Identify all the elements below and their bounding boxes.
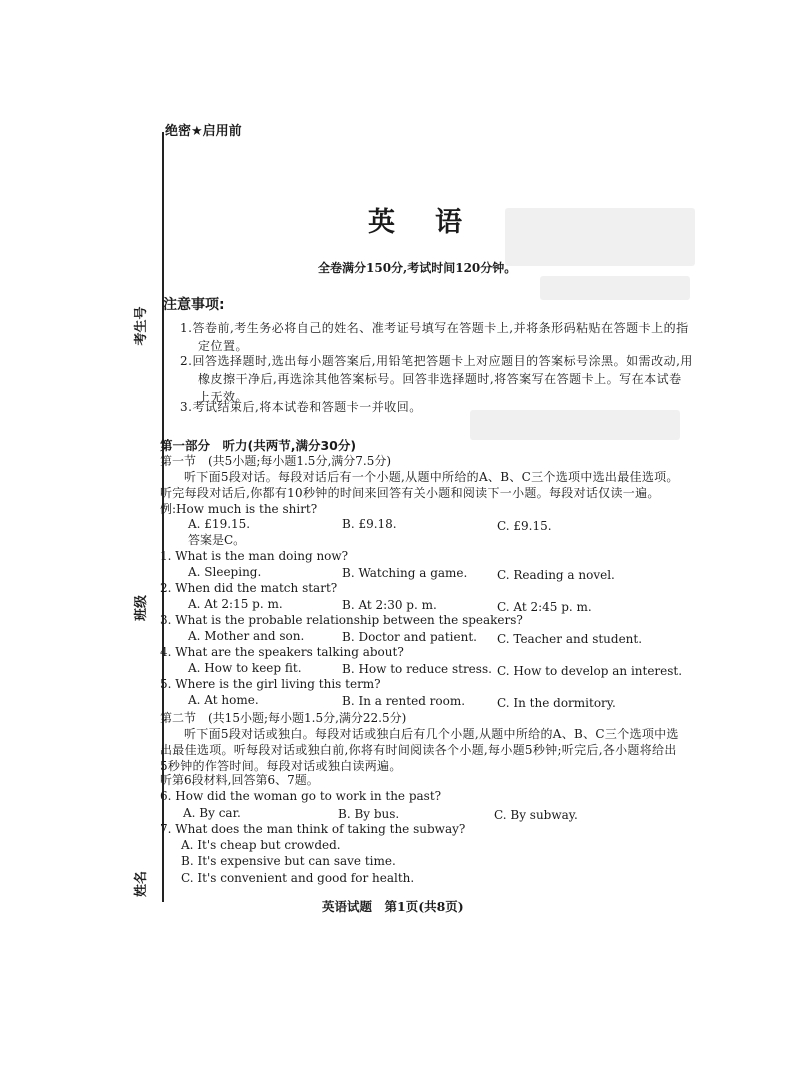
page-footer: 英语试题 第1页(共8页) (322, 899, 464, 914)
scan-smudge (505, 208, 695, 266)
example-option-c: C. £9.15. (497, 519, 552, 533)
q1-option-c: C. Reading a novel. (497, 568, 615, 582)
q3-option-b: B. Doctor and patient. (342, 630, 477, 644)
section1-heading: 第一节 (共5小题;每小题1.5分,满分7.5分) (160, 454, 392, 468)
section1-instructions: 听下面5段对话。每段对话后有一个小题,从题中所给的A、B、C三个选项中选出最佳选项。听完每段对话后,你都有10秒钟的时间来回答有关小题和阅读下一小题。每段对话仅读一遍。 (160, 470, 679, 500)
question-6: 6. How did the woman go to work in the past? (160, 789, 442, 803)
q5-option-b: B. In a rented room. (342, 694, 466, 708)
q7-option-a: A. It's cheap but crowded. (181, 838, 341, 852)
q5-option-c: C. In the dormitory. (497, 696, 616, 710)
question-2: 2. When did the match start? (160, 581, 338, 595)
question-5: 5. Where is the girl living this term? (160, 677, 381, 691)
q2-option-b: B. At 2:30 p. m. (342, 598, 437, 612)
q1-option-b: B. Watching a game. (342, 566, 468, 580)
q4-option-b: B. How to reduce stress. (342, 662, 492, 676)
q1-option-a: A. Sleeping. (188, 565, 262, 579)
question-4: 4. What are the speakers talking about? (160, 645, 404, 659)
example-option-b: B. £9.18. (342, 517, 397, 531)
notice-item: 2.回答选择题时,选出每小题答案后,用铅笔把答题卡上对应题目的答案标号涂黑。如需改动,用橡皮擦干净后,再选涂其他答案标号。回答非选择题时,将答案写在答题卡上。写在本试卷上无效。 (180, 354, 693, 404)
notice-heading: 注意事项: (163, 297, 225, 313)
question-3: 3. What is the probable relationship between the speakers? (160, 613, 523, 627)
example-option-a: A. £19.15. (188, 517, 251, 531)
q4-option-c: C. How to develop an interest. (497, 664, 683, 678)
section2-heading: 第二节 (共15小题;每小题1.5分,满分22.5分) (160, 711, 407, 725)
q6-option-a: A. By car. (183, 806, 241, 820)
q7-option-b: B. It's expensive but can save time. (181, 854, 396, 868)
q6-option-b: B. By bus. (338, 807, 400, 821)
question-7: 7. What does the man think of taking the subway? (160, 822, 466, 836)
name-label: 姓名 (134, 871, 149, 898)
example-question: 例:How much is the shirt? (160, 502, 318, 516)
q2-option-a: A. At 2:15 p. m. (188, 597, 283, 611)
exam-number-label: 考生号 (134, 306, 149, 346)
section2-instructions: 听下面5段对话或独白。每段对话或独白后有几个小题,从题中所给的A、B、C三个选项中选出最佳选项。听每段对话或独白前,你将有时间阅读各个小题,每小题5秒钟;听完后,各小题将给出5秒钟的作答时间。每段对话或独白读两遍。 (160, 727, 679, 773)
material-label: 听第6段材料,回答第6、7题。 (160, 773, 319, 787)
question-1: 1. What is the man doing now? (160, 549, 349, 563)
q3-option-a: A. Mother and son. (188, 629, 305, 643)
notice-item: 1.答卷前,考生务必将自己的姓名、准考证号填写在答题卡上,并将条形码粘贴在答题卡上的指定位置。 (180, 321, 689, 353)
class-label: 班级 (134, 595, 149, 622)
secret-label: 绝密★启用前 (165, 124, 242, 139)
exam-subtitle: 全卷满分150分,考试时间120分钟。 (318, 261, 517, 275)
page-title: 英语 (368, 207, 502, 238)
q3-option-c: C. Teacher and student. (497, 632, 643, 646)
example-answer: 答案是C。 (188, 533, 246, 547)
notice-item: 3.考试结束后,将本试卷和答题卡一并收回。 (180, 400, 422, 414)
q4-option-a: A. How to keep fit. (188, 661, 302, 675)
q7-option-c: C. It's convenient and good for health. (181, 871, 415, 885)
q5-option-a: A. At home. (188, 693, 259, 707)
part1-heading: 第一部分 听力(共两节,满分30分) (160, 438, 357, 453)
q2-option-c: C. At 2:45 p. m. (497, 600, 592, 614)
scan-smudge (540, 276, 690, 300)
q6-option-c: C. By subway. (494, 808, 578, 822)
